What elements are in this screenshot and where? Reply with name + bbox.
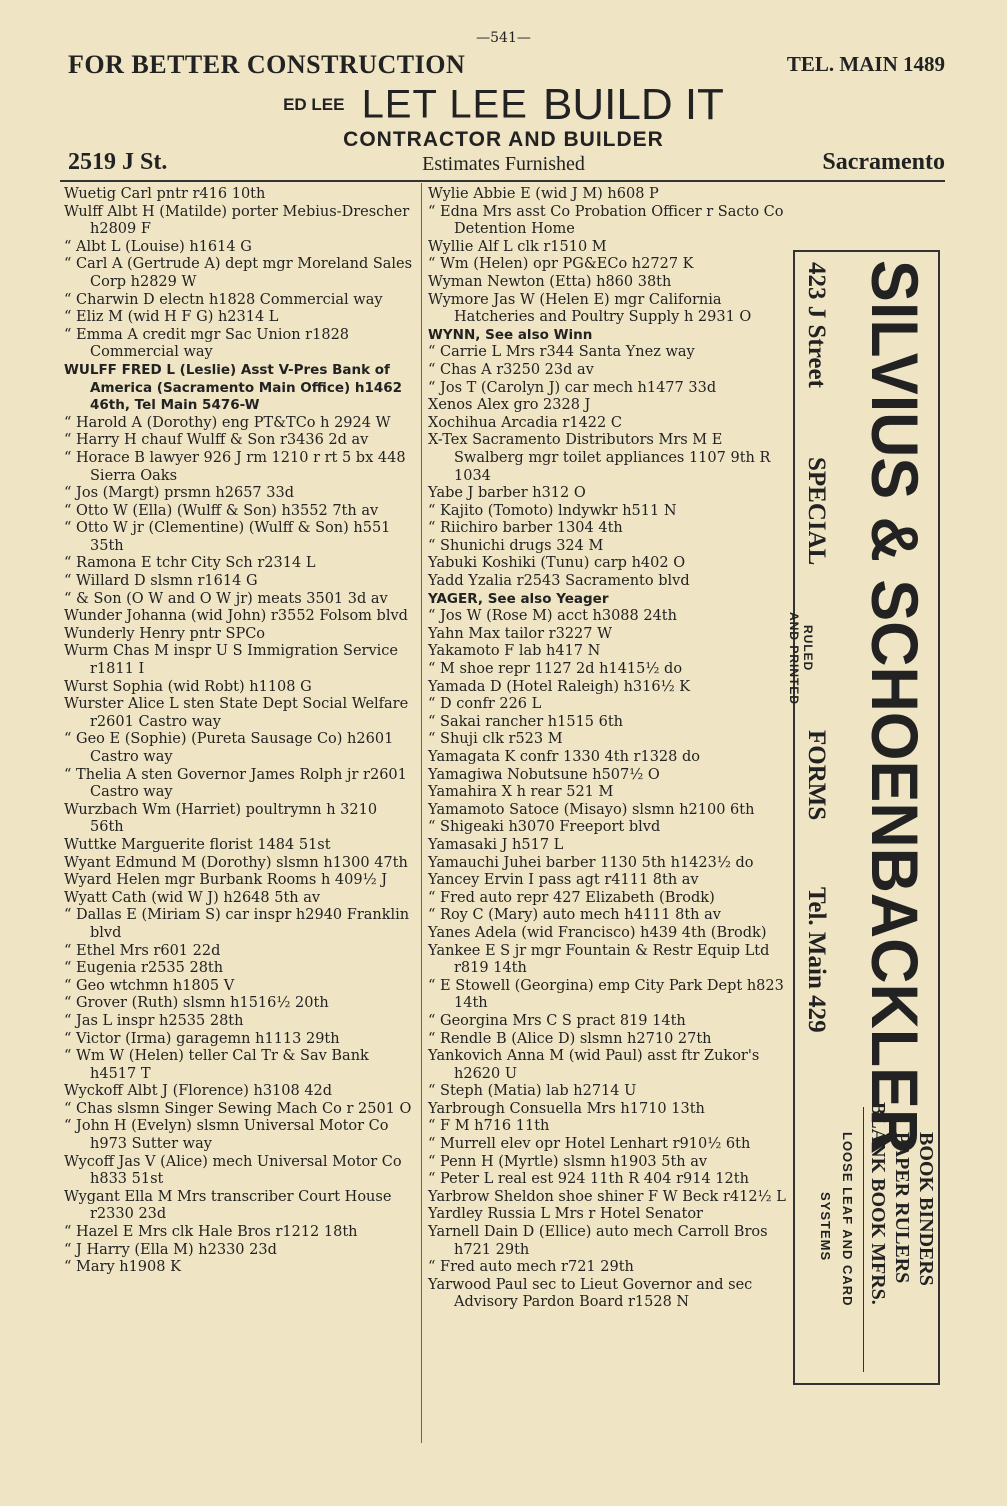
logo-big-text: BUILD IT [543, 80, 724, 129]
directory-entry: “ Carrie L Mrs r344 Santa Ynez way [428, 344, 695, 361]
directory-entry: Yadd Yzalia r2543 Sacramento blvd [428, 573, 690, 590]
sidebar-company-name: SILVIUS & SCHOENBACKLER [858, 260, 932, 1155]
right-column [428, 186, 788, 1312]
directory-entry: “ Willard D slsmn r1614 G [64, 573, 258, 590]
directory-entry: Yankee E S jr mgr Fountain & Restr Equip Ltd r819 14th [428, 942, 770, 977]
directory-entry: “ E Stowell (Georgina) emp City Park Dept h823 14th [428, 977, 784, 1012]
directory-entry: “ & Son (O W and O W jr) meats 3501 3d av [64, 590, 388, 607]
directory-entry: WYNN, See also Winn [428, 326, 593, 343]
directory-entry: “ Ethel Mrs r601 22d [64, 942, 221, 959]
directory-entry: Yamamoto Satoce (Misayo) slsmn h2100 6th [428, 801, 755, 818]
sidebar-street: 423 J Street [803, 262, 830, 388]
logo-mark: LET LEE [361, 82, 528, 127]
directory-entry: Wuetig Carl pntr r416 10th [64, 186, 266, 202]
sidebar-tel: Tel. Main 429 [803, 887, 830, 1033]
directory-entry: “ Roy C (Mary) auto mech h4111 8th av [428, 907, 721, 924]
directory-entry: “ Riichiro barber 1304 4th [428, 520, 623, 537]
directory-entry: Wuttke Marguerite florist 1484 51st [64, 836, 331, 853]
directory-entry: “ John H (Evelyn) slsmn Universal Motor Co h973 Sutter way [64, 1118, 389, 1153]
directory-entry: “ Fred auto repr 427 Elizabeth (Brodk) [428, 889, 715, 906]
directory-entry: “ Otto W (Ella) (Wulff & Son) h3552 7th av [64, 502, 379, 519]
sidebar-divider [863, 1107, 864, 1372]
directory-entry: “ Jos (Margt) prsmn h2657 33d [64, 485, 295, 502]
sidebar-advertisement [787, 250, 940, 1385]
directory-entry: “ Penn H (Myrtle) slsmn h1903 5th av [428, 1153, 708, 1170]
directory-entry: Wyman Newton (Etta) h860 38th [428, 273, 672, 290]
directory-entry: WULFF FRED L (Leslie) Asst V-Pres Bank of America (Sacramento Main Office) h1462 46th, Tel Main 5476-W [64, 361, 403, 414]
directory-entry: Yankovich Anna M (wid Paul) asst ftr Zukor's h2620 U [428, 1048, 760, 1082]
header-rule [60, 180, 945, 182]
directory-entry: Yamauchi Juhei barber 1130 5th h1423½ do [428, 854, 754, 871]
header-estimates: Estimates Furnished [422, 153, 585, 175]
directory-entry: Wyckoff Albt J (Florence) h3108 42d [64, 1083, 333, 1100]
directory-entry: “ Chas A r3250 23d av [428, 361, 594, 378]
directory-entry: Wycoff Jas V (Alice) mech Universal Motor Co h833 51st [64, 1153, 402, 1188]
directory-entry: Wymore Jas W (Helen E) mgr California Hatcheries and Poultry Supply h 2931 O [428, 291, 752, 326]
directory-entry: “ Fred auto mech r721 29th [428, 1259, 634, 1276]
directory-entry: “ Ramona E tchr City Sch r2314 L [64, 555, 316, 572]
directory-entry: Yamagata K confr 1330 4th r1328 do [428, 749, 700, 765]
directory-entry: Wunderly Henry pntr SPCo [64, 625, 266, 642]
directory-entry: “ Georgina Mrs C S pract 819 14th [428, 1012, 686, 1029]
directory-entry: Yamagiwa Nobutsune h507½ O [428, 766, 660, 783]
directory-entry: Wulff Albt H (Matilde) porter Mebius-Drescher h2809 F [64, 203, 410, 238]
directory-entry: “ Grover (Ruth) slsmn h1516½ 20th [64, 995, 329, 1012]
directory-entry: Wyard Helen mgr Burbank Rooms h 409½ J [64, 872, 388, 889]
directory-entry: Wyatt Cath (wid W J) h2648 5th av [64, 889, 321, 906]
directory-entry: “ D confr 226 L [428, 696, 542, 713]
directory-entry: “ Eugenia r2535 28th [64, 960, 224, 977]
sidebar-forms: FORMS [803, 730, 830, 821]
directory-entry: “ Chas slsmn Singer Sewing Mach Co r 2501 O [64, 1100, 412, 1117]
advertiser-small-name: ED LEE [283, 95, 345, 114]
sidebar-printed: AND PRINTED [787, 612, 801, 706]
directory-entry: “ Edna Mrs asst Co Probation Officer r Sacto Co Detention Home [428, 203, 784, 238]
sidebar-line-4: LOOSE LEAF AND CARD [840, 1132, 855, 1307]
directory-entry: Yabe J barber h312 O [428, 485, 586, 502]
directory-entry: Yabuki Koshiki (Tunu) carp h402 O [428, 555, 686, 572]
directory-entry: Yancey Ervin I pass agt r4111 8th av [428, 872, 699, 889]
directory-entry: X-Tex Sacramento Distributors Mrs M E Swalberg mgr toilet appliances 1107 9th R 1034 [428, 432, 771, 484]
directory-entry: Yarwood Paul sec to Lieut Governor and sec Advisory Pardon Board r1528 N [428, 1276, 753, 1311]
directory-entry: “ M shoe repr 1127 2d h1415½ do [428, 661, 683, 678]
directory-entry: Yanes Adela (wid Francisco) h439 4th (Brodk) [428, 924, 767, 941]
directory-entry: Yamasaki J h517 L [428, 836, 564, 853]
directory-entry: “ Geo wtchmn h1805 V [64, 977, 235, 994]
directory-entry: Wylie Abbie E (wid J M) h608 P [428, 186, 659, 202]
directory-entry: Wurst Sophia (wid Robt) h1108 G [64, 678, 312, 695]
directory-entry: Wyllie Alf L clk r1510 M [428, 238, 607, 255]
advertiser-subtitle: CONTRACTOR AND BUILDER [343, 128, 664, 151]
header-tagline: FOR BETTER CONSTRUCTION [68, 50, 466, 79]
advertiser-logo [0, 80, 1007, 130]
directory-entry: “ Dallas E (Miriam S) car inspr h2940 Franklin blvd [64, 907, 410, 941]
directory-entry: “ Harry H chauf Wulff & Son r3436 2d av [64, 432, 369, 449]
directory-entry: “ Shuji clk r523 M [428, 731, 563, 748]
directory-entry: Yamahira X h rear 521 M [428, 784, 614, 801]
directory-entry: “ Otto W jr (Clementine) (Wulff & Son) h551 35th [64, 520, 391, 554]
sidebar-line-2: PAPER RULERS [891, 1132, 913, 1284]
directory-entry: “ Carl A (Gertrude A) dept mgr Moreland Sales Corp h2829 W [64, 256, 413, 290]
directory-entry: “ Jas L inspr h2535 28th [64, 1012, 244, 1029]
directory-entry: Yamada D (Hotel Raleigh) h316½ K [428, 678, 691, 695]
directory-entry: YAGER, See also Yeager [428, 590, 609, 607]
directory-entry: Xochihua Arcadia r1422 C [428, 414, 622, 431]
directory-entry: Yarbrough Consuella Mrs h1710 13th [428, 1100, 705, 1117]
directory-entry: “ Murrell elev opr Hotel Lenhart r910½ 6th [428, 1136, 751, 1153]
directory-entry: “ Harold A (Dorothy) eng PT&TCo h 2924 W [64, 414, 391, 431]
directory-entry: Yahn Max tailor r3227 W [428, 625, 613, 642]
directory-entry: “ Rendle B (Alice D) slsmn h2710 27th [428, 1030, 712, 1047]
directory-entry: Yarnell Dain D (Ellice) auto mech Carroll Bros h721 29th [428, 1224, 768, 1258]
directory-entry: “ J Harry (Ella M) h2330 23d [64, 1241, 277, 1258]
sidebar-line-1: BOOK BINDERS [915, 1132, 937, 1286]
left-column [64, 186, 414, 1277]
directory-entry: “ Charwin D electn h1828 Commercial way [64, 291, 383, 308]
directory-entry: “ Jos W (Rose M) acct h3088 24th [428, 608, 677, 625]
directory-entry: Wunder Johanna (wid John) r3552 Folsom blvd [64, 608, 408, 625]
header-phone: TEL. MAIN 1489 [786, 52, 945, 76]
directory-entry: “ Thelia A sten Governor James Rolph jr r2601 Castro way [64, 766, 407, 801]
page-number: —541— [476, 30, 531, 46]
column-divider [421, 183, 422, 1443]
directory-entry: Yardley Russia L Mrs r Hotel Senator [428, 1206, 703, 1223]
directory-entry: “ Wm (Helen) opr PG&ECo h2727 K [428, 256, 694, 273]
directory-entry: “ Geo E (Sophie) (Pureta Sausage Co) h2601 Castro way [64, 731, 394, 765]
directory-entry: “ Peter L real est 924 11th R 404 r914 12th [428, 1171, 749, 1188]
header-city: Sacramento [822, 149, 945, 175]
directory-entry: “ Jos T (Carolyn J) car mech h1477 33d [428, 379, 717, 396]
directory-entry: “ Wm W (Helen) teller Cal Tr & Sav Bank h4517 T [64, 1048, 369, 1082]
directory-entry: “ Shunichi drugs 324 M [428, 537, 604, 554]
directory-entry: Wygant Ella M Mrs transcriber Court House r2330 23d [64, 1188, 392, 1223]
directory-entry: “ Victor (Irma) garagemn h1113 29th [64, 1030, 340, 1047]
sidebar-line-3: BLANK BOOK MFRS. [867, 1102, 889, 1305]
directory-entry: “ Eliz M (wid H F G) h2314 L [64, 309, 279, 326]
sidebar-special: SPECIAL [803, 457, 830, 566]
sidebar-line-5: SYSTEMS [818, 1192, 833, 1262]
directory-entry: “ Albt L (Louise) h1614 G [64, 238, 252, 255]
directory-entry: “ Sakai rancher h1515 6th [428, 713, 624, 730]
directory-entry: “ Horace B lawyer 926 J rm 1210 r rt 5 bx 448 Sierra Oaks [64, 449, 406, 484]
directory-entry: Yakamoto F lab h417 N [428, 643, 601, 660]
directory-entry: Wurster Alice L sten State Dept Social Welfare r2601 Castro way [64, 696, 409, 730]
directory-entry: Wyant Edmund M (Dorothy) slsmn h1300 47th [64, 854, 408, 871]
directory-entry: Wurzbach Wm (Harriet) poultrymn h 3210 56th [64, 801, 378, 836]
directory-entry: “ Kajito (Tomoto) lndywkr h511 N [428, 502, 677, 519]
directory-entry: Xenos Alex gro 2328 J [428, 397, 591, 414]
directory-entry: “ Shigeaki h3070 Freeport blvd [428, 819, 661, 836]
directory-entry: Yarbrow Sheldon shoe shiner F W Beck r412½ L [428, 1188, 786, 1205]
directory-entry: “ Emma A credit mgr Sac Union r1828 Commercial way [64, 326, 350, 361]
sidebar-ruled: RULED [801, 625, 815, 672]
directory-entry: “ Mary h1908 K [64, 1259, 181, 1276]
directory-entry: “ F M h716 11th [428, 1118, 550, 1135]
directory-entry: Wurm Chas M inspr U S Immigration Service r1811 I [64, 643, 398, 678]
directory-entry: “ Hazel E Mrs clk Hale Bros r1212 18th [64, 1224, 358, 1241]
directory-entry: “ Steph (Matia) lab h2714 U [428, 1083, 637, 1100]
header-address: 2519 J St. [68, 149, 168, 175]
